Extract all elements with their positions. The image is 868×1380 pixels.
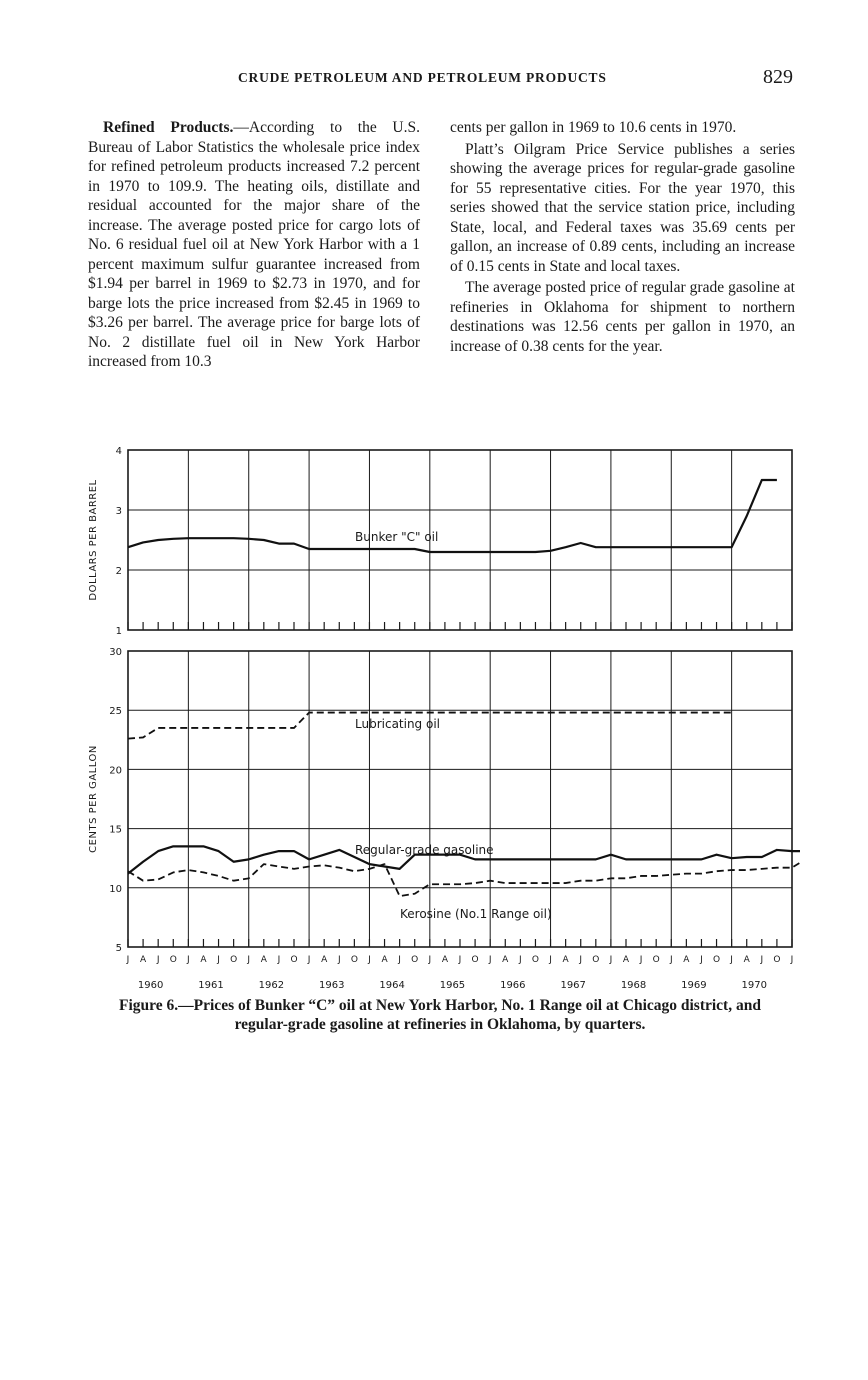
x-quarter-label: A — [321, 955, 328, 965]
x-quarter-label: O — [712, 955, 721, 965]
x-quarter-label: A — [502, 955, 509, 965]
x-quarter-label: J — [549, 955, 552, 965]
y-tick-label: 10 — [109, 883, 122, 895]
x-quarter-label: J — [368, 955, 371, 965]
y-axis-label: CENTS PER GALLON — [88, 745, 99, 853]
series-label-kerosine: Kerosine (No.1 Range oil) — [400, 907, 552, 921]
figure-6 — [80, 440, 800, 991]
paragraph-text: —According to the U.S. Bureau of Labor Statistics the wholesale price index for refined petroleum products increased 7.2 percent in 1970 to 109.9. The heating oils, distillate and residual accounted for the major share of the increase. The average posted price for cargo lots of No. 6 residual fuel oil at New York Harbor with a 1 percent maximum sulfur guarantee increased from $1.94 per barrel in 1969 to $2.73 in 1970, and for barge lots the price increased from $2.45 in 1969 to $3.26 per barrel. The average price for barge lots of No. 2 distillate fuel oil in New York Harbor increased from 10.3 — [88, 119, 421, 370]
running-head — [88, 66, 793, 94]
x-quarter-label: O — [773, 955, 781, 965]
right-column — [450, 118, 795, 356]
x-quarter-label: J — [760, 955, 764, 965]
x-year-label: 1964 — [379, 980, 405, 991]
x-quarter-label: J — [669, 955, 673, 965]
x-quarter-label: O — [652, 955, 660, 965]
y-tick-label: 2 — [115, 566, 122, 577]
x-quarter-label: A — [683, 955, 690, 965]
x-quarter-label: A — [260, 955, 267, 965]
x-quarter-label: J — [458, 955, 462, 965]
x-quarter-label: J — [700, 955, 703, 965]
x-quarter-label: O — [169, 955, 177, 965]
x-quarter-label: J — [187, 955, 190, 965]
page-number: 829 — [763, 66, 793, 88]
x-quarter-label: J — [277, 955, 281, 965]
x-year-label: 1967 — [560, 980, 586, 991]
running-title: CRUDE PETROLEUM AND PETROLEUM PRODUCTS — [238, 70, 607, 85]
x-quarter-label: J — [519, 955, 522, 965]
x-quarter-label: J — [428, 955, 432, 965]
x-year-label: 1962 — [258, 980, 285, 991]
x-year-label: 1970 — [741, 980, 767, 991]
y-tick-label: 3 — [115, 506, 122, 517]
series-label-gasoline: Regular-grade gasoline — [355, 843, 494, 857]
y-tick-label: 25 — [109, 706, 122, 718]
left-column — [88, 118, 420, 372]
x-year-label: 1966 — [500, 980, 526, 991]
x-quarter-label: J — [790, 955, 794, 965]
x-year-label: 1960 — [137, 980, 164, 991]
y-tick-label: 5 — [115, 943, 122, 954]
x-quarter-label: J — [730, 955, 733, 965]
x-year-label: 1961 — [198, 980, 224, 991]
x-quarter-label: J — [579, 955, 583, 965]
x-quarter-label: A — [140, 955, 147, 965]
x-quarter-label: O — [230, 955, 238, 965]
paragraph-refined-products — [88, 118, 420, 372]
x-quarter-label: O — [411, 955, 419, 965]
x-quarter-label: J — [488, 955, 492, 965]
y-tick-label: 20 — [109, 765, 122, 777]
run-in-heading: Refined Products. — [103, 119, 234, 136]
x-quarter-label: J — [307, 955, 311, 965]
x-year-label: 1965 — [439, 980, 466, 991]
paragraph-platts: Platt’s Oilgram Price Service publishes a series showing the average prices for regular-grade gasoline for 55 representative cities. For the year 1970, this series showed that the service station price, including State, local, and Federal taxes was 35.69 cents per gallon, an increase of 0.89 cents, including an increase of 0.15 cents in State and local taxes. — [450, 140, 795, 275]
y-tick-label: 15 — [109, 824, 122, 836]
year-axis — [80, 440, 800, 1000]
series-label-bunker: Bunker "C" oil — [355, 530, 439, 544]
x-quarter-label: A — [200, 955, 207, 965]
x-quarter-label: A — [562, 955, 569, 965]
figure-caption: Figure 6.—Prices of Bunker “C” oil at New York Harbor, No. 1 Range oil at Chicago district, and regular-grade gasoline at refineries in Oklahoma, by quarters. — [119, 997, 761, 1033]
y-axis-label: DOLLARS PER BARREL — [88, 479, 99, 601]
x-quarter-label: J — [156, 955, 160, 965]
x-quarter-label: J — [247, 955, 251, 965]
x-quarter-label: O — [531, 955, 540, 965]
y-tick-label: 4 — [115, 446, 122, 457]
x-quarter-label: A — [622, 955, 630, 965]
x-quarter-label: O — [290, 955, 298, 965]
x-quarter-label: J — [337, 955, 341, 965]
x-quarter-label: O — [471, 955, 479, 965]
x-year-label: 1969 — [681, 980, 707, 991]
x-quarter-label: A — [441, 955, 448, 965]
x-quarter-label: J — [217, 955, 220, 965]
x-quarter-label: O — [350, 955, 358, 965]
x-quarter-label: J — [609, 955, 613, 965]
paragraph-continuation: cents per gallon in 1969 to 10.6 cents in 1970. — [450, 119, 737, 136]
x-quarter-label: J — [398, 955, 401, 965]
series-label-lubricating: Lubricating oil — [355, 717, 441, 731]
y-tick-label: 30 — [109, 647, 122, 658]
x-quarter-label: A — [381, 955, 388, 965]
x-year-label: 1963 — [319, 980, 345, 991]
x-quarter-label: A — [743, 955, 750, 965]
x-year-label: 1968 — [620, 980, 647, 991]
paragraph-oklahoma: The average posted price of regular grade gasoline at refineries in Oklahoma for shipment to northern destinations was 12.56 cents per gallon in 1970, an increase of 0.38 cents for the year. — [450, 279, 795, 355]
x-quarter-label: J — [126, 955, 130, 965]
y-tick-label: 1 — [115, 626, 122, 637]
x-quarter-label: J — [639, 955, 643, 965]
x-quarter-label: O — [592, 955, 600, 965]
